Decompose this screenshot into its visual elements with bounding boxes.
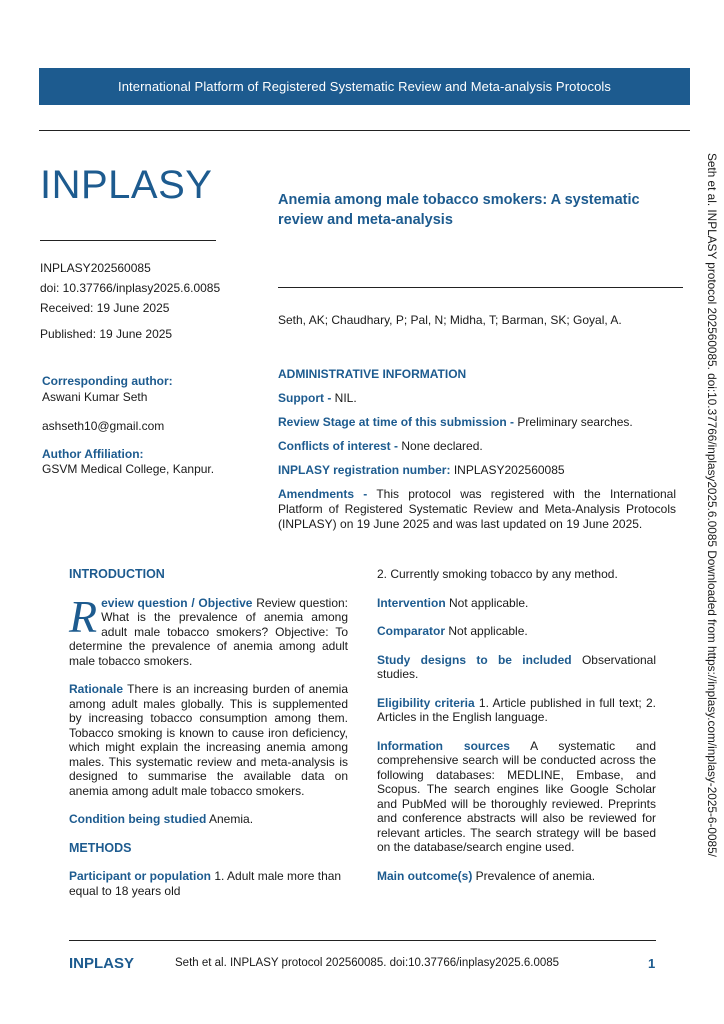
- main-outcome-text: Prevalence of anemia.: [472, 868, 596, 883]
- study-designs-paragraph: [377, 653, 656, 682]
- participant-paragraph: [69, 869, 348, 898]
- amendments-label: Amendments -: [278, 487, 368, 501]
- logo-divider: [40, 240, 216, 241]
- footer-divider: [69, 940, 656, 941]
- introduction-heading: INTRODUCTION: [69, 567, 165, 581]
- corresponding-author-label: Corresponding author:: [42, 374, 173, 388]
- comparator-paragraph: [377, 624, 656, 639]
- review-stage-value: Preliminary searches.: [514, 415, 633, 429]
- side-citation-text[interactable]: Seth et al. INPLASY protocol 202560085. doi:10.37766/inplasy2025.6.0085 Downloaded from https://inplasy.com/inplasy-2025-6-0085/: [705, 153, 719, 857]
- protocol-id: INPLASY202560085: [40, 261, 151, 275]
- information-sources-label: Information sources: [377, 738, 510, 753]
- participant-continued: 2. Currently smoking tobacco by any method.: [377, 567, 618, 581]
- review-question-paragraph: [69, 590, 349, 669]
- admin-header: ADMINISTRATIVE INFORMATION: [278, 367, 467, 381]
- eligibility-text: 1. Article published in full text; 2. Articles in the English language.: [377, 695, 656, 724]
- study-designs-text: Observational studies.: [377, 652, 657, 681]
- methods-heading: METHODS: [69, 840, 132, 855]
- drop-cap: R: [69, 590, 98, 642]
- inplasy-logo: INPLASY: [40, 163, 213, 207]
- intervention-label: Intervention: [377, 595, 446, 610]
- received-date: Received: 19 June 2025: [40, 301, 170, 315]
- comparator-label: Comparator: [377, 624, 446, 638]
- published-date: Published: 19 June 2025: [40, 327, 173, 341]
- author-list: Seth, AK; Chaudhary, P; Pal, N; Midha, T; Barman, SK; Goyal, A.: [278, 313, 622, 327]
- registration-number-field: [278, 463, 676, 478]
- review-stage-label: Review Stage at time of this submission -: [278, 415, 515, 429]
- rationale-paragraph: [69, 682, 348, 798]
- support-label: Support -: [278, 391, 332, 405]
- footer-citation: Seth et al. INPLASY protocol 202560085. doi:10.37766/inplasy2025.6.0085: [175, 957, 560, 969]
- participant-label: Participant or population: [69, 869, 212, 883]
- information-sources-paragraph: [377, 739, 656, 855]
- footer-logo: INPLASY: [69, 955, 135, 972]
- support-value: NIL.: [331, 391, 357, 405]
- doi-link[interactable]: doi: 10.37766/inplasy2025.6.0085: [40, 281, 221, 295]
- amendments-value: This protocol was registered with the International Platform of Registered Systematic Review and Meta-Analysis Protocols (INPLASY) on 19 June 2025 and was last updated on 19 June 2025.: [278, 487, 676, 531]
- corresponding-author-name: Aswani Kumar Seth: [42, 390, 148, 404]
- intervention-paragraph: [377, 596, 656, 611]
- header-banner: International Platform of Registered Systematic Review and Meta-analysis Protocols: [39, 68, 690, 105]
- conflicts-field: [278, 439, 676, 454]
- review-question-label: eview question / Objective: [101, 595, 253, 610]
- title-divider: [278, 287, 683, 288]
- rationale-label: Rationale: [69, 682, 124, 696]
- review-question-text: Review question: What is the prevalence of anemia among adult male tobacco smokers? Objective: To determine the prevalence of anemia among adult male tobacco smokers.: [69, 595, 349, 668]
- condition-label: Condition being studied: [69, 812, 207, 826]
- main-outcome-label: Main outcome(s): [377, 868, 473, 883]
- corresponding-author-email[interactable]: ashseth10@gmail.com: [42, 419, 165, 433]
- participant-text: 1. Adult male more than equal to 18 years old: [69, 869, 342, 898]
- condition-paragraph: [69, 812, 348, 827]
- information-sources-text: A systematic and comprehensive search will be conducted across the following databases: MEDLINE, Embase, and Scopus. The search engines like Google Scholar and PubMed will be thoroughly reviewed. Preprints and conference abstracts will also be reviewed for relevant articles. The search strategy will be based on the database/search engine used.: [377, 738, 656, 854]
- conflicts-value: None declared.: [398, 439, 483, 453]
- left-column: [69, 567, 348, 912]
- conflicts-label: Conflicts of interest -: [278, 439, 399, 453]
- right-column: [377, 567, 656, 897]
- support-field: [278, 391, 676, 406]
- intervention-text: Not applicable.: [445, 595, 529, 610]
- top-divider: [39, 130, 690, 131]
- side-margin-citation: [701, 153, 721, 893]
- amendments-field: [278, 487, 676, 532]
- administrative-information: [278, 367, 676, 541]
- main-outcome-paragraph: [377, 869, 656, 884]
- study-designs-label: Study designs to be included: [377, 652, 572, 667]
- affiliation-label: Author Affiliation:: [42, 447, 144, 461]
- registration-number-value: INPLASY202560085: [450, 463, 565, 477]
- comparator-text: Not applicable.: [445, 624, 528, 638]
- affiliation-value: GSVM Medical College, Kanpur.: [42, 462, 215, 476]
- paper-title: Anemia among male tobacco smokers: A systematic review and meta-analysis: [278, 192, 640, 228]
- eligibility-label: Eligibility criteria: [377, 695, 475, 710]
- page-number: 1: [648, 956, 656, 971]
- eligibility-paragraph: [377, 696, 656, 725]
- condition-text: Anemia.: [206, 812, 254, 826]
- review-stage-field: [278, 415, 676, 430]
- rationale-text: There is an increasing burden of anemia among adult males globally. This is supplemented by increasing tobacco consumption among them. Tobacco smoking is known to cause iron deficiency, which might explain the increasing anemia among males. This systematic review and meta-analysis is designed to summarise the available data on anemia among adult male tobacco smokers.: [69, 682, 348, 798]
- registration-number-label: INPLASY registration number:: [278, 463, 451, 477]
